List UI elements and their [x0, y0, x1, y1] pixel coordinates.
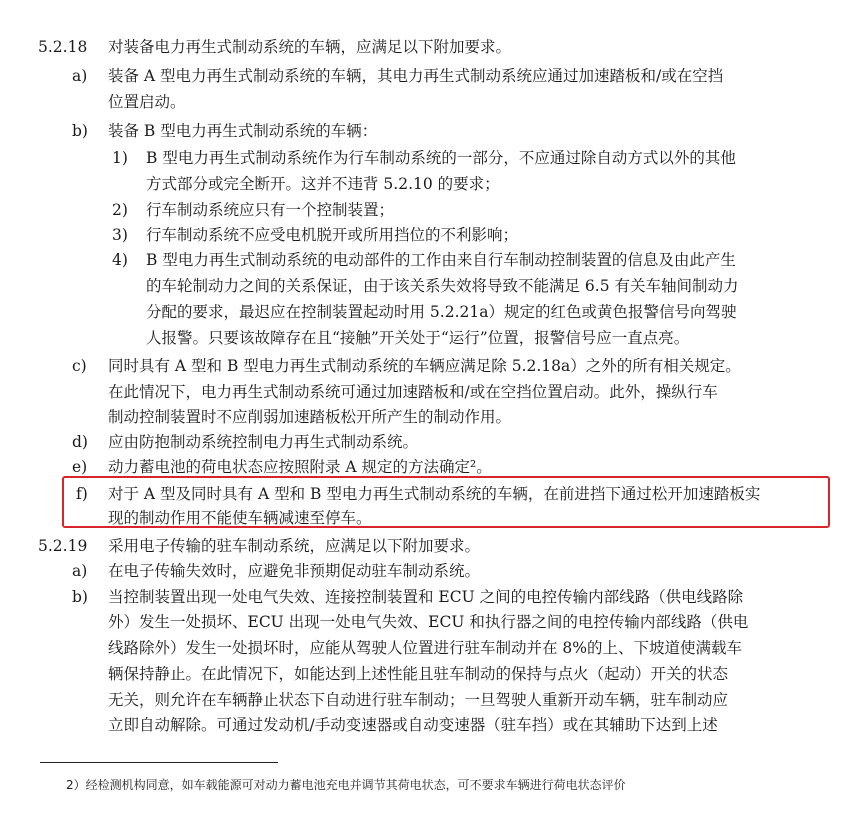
item-f-text: 对于 A 型及同时具有 A 型和 B 型电力再生式制动系统的车辆，在前进挡下通过松开加速踏板实: [108, 485, 761, 503]
item-b-text-5-2-19-cont-1: 外）发生一处损坏、ECU 出现一处电气失效、ECU 和执行器之间的电控传输内部线路（供电: [108, 613, 749, 631]
clause-title-5-2-19: 采用电子传输的驻车制动系统，应满足以下附加要求。: [108, 537, 481, 555]
subitem-b4-text: B 型电力再生式制动系统的电动部件的工作由来自行车制动控制装置的信息及由此产生: [146, 251, 736, 269]
clause-title-5-2-18: 对装备电力再生式制动系统的车辆，应满足以下附加要求。: [108, 38, 512, 56]
clause-number-5-2-18: 5.2.18: [38, 38, 88, 56]
item-b-text-5-2-19-cont-2: 线路除外）发生一处损坏时，应能从驾驶人位置进行驻车制动并在 8%的上、下坡道使满载车: [108, 639, 743, 657]
item-b-text-5-2-19-cont-4: 无关，则允许在车辆静止状态下自动进行驻车制动；一旦驾驶人重新开动车辆，驻车制动应: [108, 691, 729, 709]
item-b-text-5-2-19-cont-5: 立即自动解除。可通过发动机/手动变速器或自动变速器（驻车挡）或在其辅助下达到上述: [108, 716, 718, 734]
item-c-text-cont-1: 在此情况下，电力再生式制动系统可通过加速踏板和/或在空挡位置启动。此外，操纵行车: [108, 383, 718, 401]
item-b-label-5-2-19: b): [72, 588, 88, 606]
item-a-text-cont: 位置启动。: [108, 93, 186, 111]
subitem-b3-label: 3): [112, 226, 128, 244]
item-b-label: b): [72, 122, 88, 140]
item-a-text-5-2-19: 在电子传输失效时，应避免非预期促动驻车制动系统。: [108, 562, 481, 580]
item-c-text: 同时具有 A 型和 B 型电力再生式制动系统的车辆应满足除 5.2.18a）之外的所有相关规定。: [108, 357, 741, 375]
clause-number-5-2-19: 5.2.19: [38, 537, 88, 555]
item-b-text: 装备 B 型电力再生式制动系统的车辆：: [108, 122, 378, 140]
item-d-text: 应由防抱制动系统控制电力再生式制动系统。: [108, 433, 419, 451]
item-f-label: f): [76, 485, 88, 503]
subitem-b2-label: 2): [112, 201, 128, 219]
item-e-text: 动力蓄电池的荷电状态应按照附录 A 规定的方法确定²。: [108, 458, 492, 476]
subitem-b4-text-cont-3: 人报警。只要该故障存在且“接触”开关处于“运行”位置，报警信号应一直点亮。: [146, 329, 690, 347]
subitem-b1-text-cont: 方式部分或完全断开。这并不违背 5.2.10 的要求；: [146, 175, 500, 193]
item-a-label-5-2-19: a): [72, 562, 88, 580]
footnote-text: 2）经检测机构同意，如车载能源可对动力蓄电池充电并调节其荷电状态，可不要求车辆进行荷电状态评价: [66, 778, 626, 792]
subitem-b4-text-cont-1: 的车轮制动力之间的关系保证，由于该关系失效将导致不能满足 6.5 有关车轴间制动力: [146, 277, 739, 295]
item-c-label: c): [72, 357, 87, 375]
subitem-b3-text: 行车制动系统不应受电机脱开或所用挡位的不利影响；: [146, 226, 519, 244]
item-a-text: 装备 A 型电力再生式制动系统的车辆，其电力再生式制动系统应通过加速踏板和/或在空挡: [108, 67, 724, 85]
subitem-b4-label: 4): [112, 251, 128, 269]
subitem-b4-text-cont-2: 分配的要求，最迟应在控制装置起动时用 5.2.21a）规定的红色或黄色报警信号向驾驶: [146, 303, 737, 321]
item-c-text-cont-2: 制动控制装置时不应削弱加速踏板松开所产生的制动作用。: [108, 408, 512, 426]
item-b-text-5-2-19-cont-3: 辆保持静止。在此情况下，如能达到上述性能且驻车制动的保持与点火（起动）开关的状态: [108, 665, 729, 683]
item-f-text-cont: 现的制动作用不能使车辆减速至停车。: [108, 509, 372, 527]
item-a-label: a): [72, 67, 88, 85]
subitem-b2-text: 行车制动系统应只有一个控制装置；: [146, 201, 395, 219]
subitem-b1-label: 1): [112, 149, 128, 167]
item-d-label: d): [72, 433, 88, 451]
footnote-divider: [40, 762, 278, 763]
item-e-label: e): [72, 458, 88, 476]
item-b-text-5-2-19: 当控制装置出现一处电气失效、连接控制装置和 ECU 之间的电控传输内部线路（供电线路除: [108, 588, 744, 606]
subitem-b1-text: B 型电力再生式制动系统作为行车制动系统的一部分，不应通过除自动方式以外的其他: [146, 149, 736, 167]
